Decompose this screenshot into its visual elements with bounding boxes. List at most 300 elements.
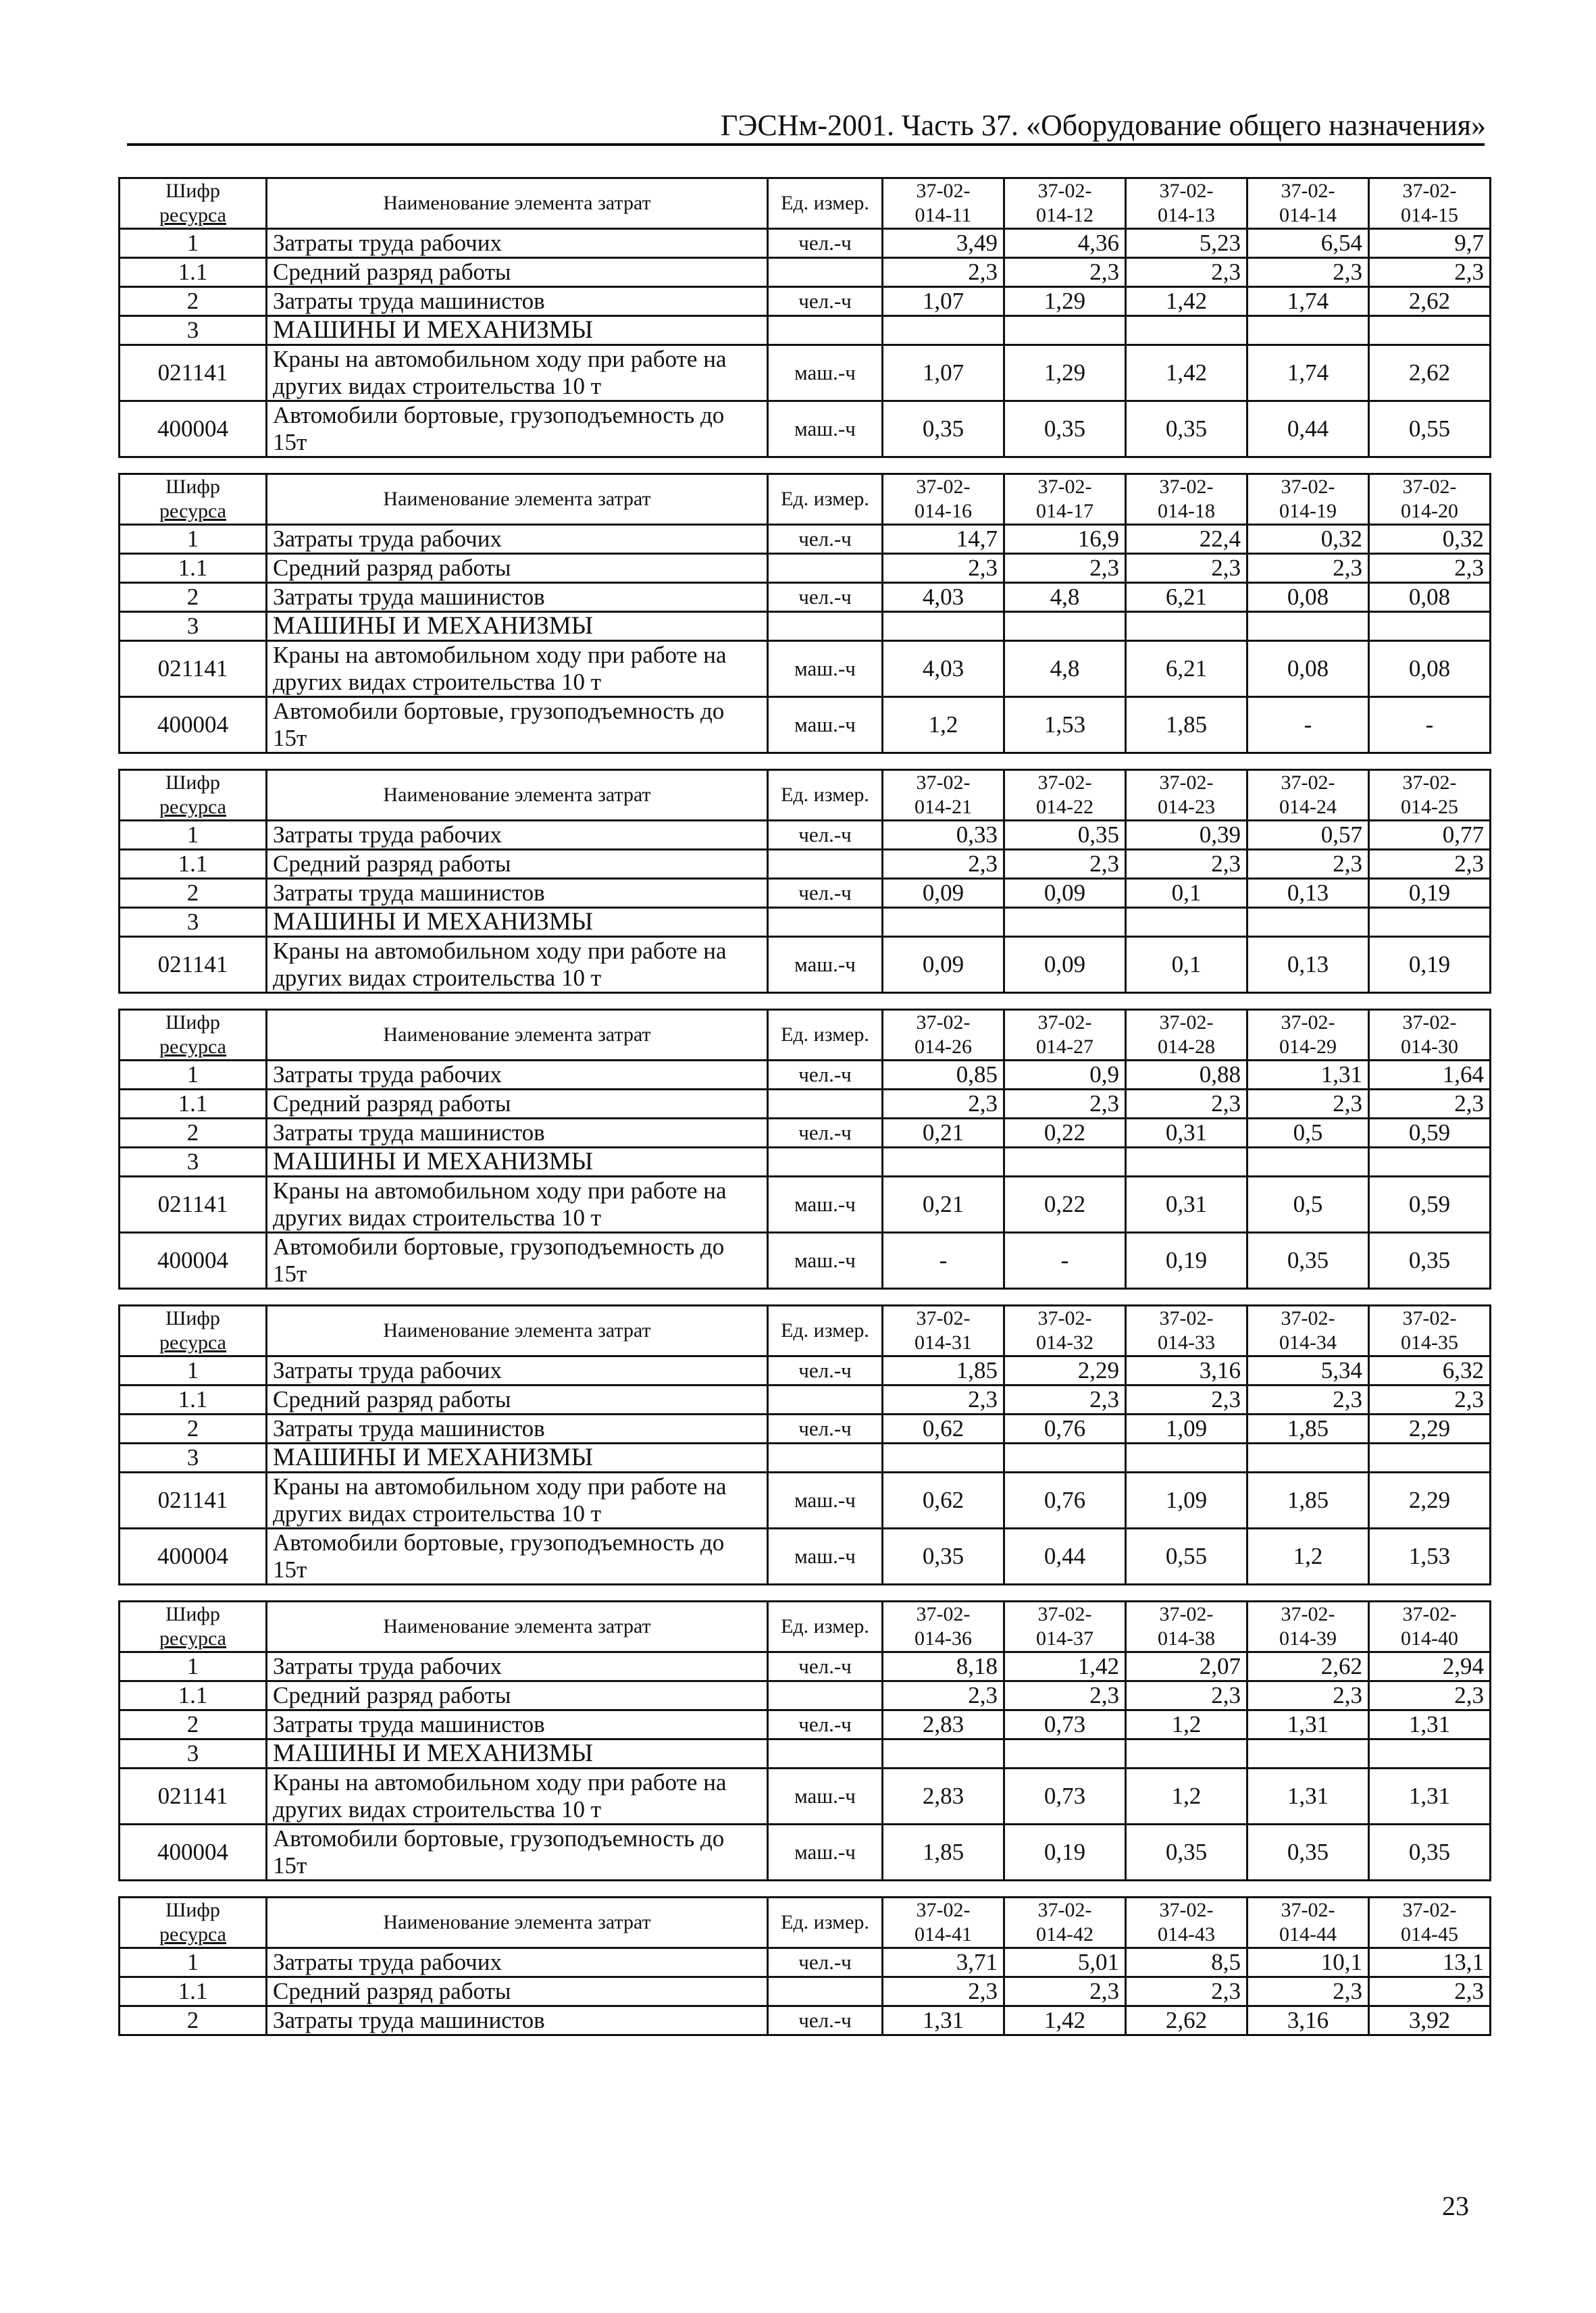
- norm-code-part1: 37-02-: [916, 771, 971, 794]
- value-cell: 2,3: [883, 554, 1004, 583]
- resource-code-cell: 021141: [120, 641, 267, 697]
- table-row: [120, 1386, 1491, 1415]
- norm-table: [118, 769, 1491, 994]
- table-row: [120, 1529, 1491, 1585]
- norm-code-part2: 014-35: [1401, 1331, 1458, 1354]
- table-row: [120, 1710, 1491, 1739]
- norm-code-part2: 014-33: [1158, 1331, 1215, 1354]
- resource-code-cell: 021141: [120, 1769, 267, 1825]
- norm-code-part1: 37-02-: [916, 1899, 971, 1921]
- cost-element-name-cell: Затраты труда рабочих: [267, 1652, 768, 1681]
- cost-element-name-cell: Средний разряд работы: [267, 258, 768, 287]
- norm-code-part2: 014-25: [1401, 796, 1458, 818]
- unit-cell: маш.-ч: [768, 345, 883, 401]
- unit-cell: маш.-ч: [768, 1177, 883, 1233]
- value-cell: [1126, 1739, 1247, 1769]
- value-cell: 16,9: [1004, 525, 1126, 554]
- norm-code-part1: 37-02-: [1402, 1011, 1457, 1034]
- value-cell: 0,13: [1247, 937, 1369, 993]
- cost-element-name-cell: Затраты труда машинистов: [267, 1710, 768, 1739]
- value-cell: 2,3: [1126, 1090, 1247, 1119]
- column-header-norm: [1004, 474, 1126, 525]
- value-cell: 0,19: [1369, 879, 1491, 908]
- unit-cell: маш.-ч: [768, 1825, 883, 1881]
- cost-element-name-cell: Краны на автомобильном ходу при работе на других видах строительства 10 т: [267, 937, 768, 993]
- table-row: [120, 1090, 1491, 1119]
- norm-code-part2: 014-30: [1401, 1036, 1458, 1058]
- norm-code-part1: 37-02-: [1281, 180, 1335, 202]
- norm-table: [118, 177, 1491, 458]
- value-cell: 10,1: [1247, 1948, 1369, 1977]
- value-cell: [883, 1148, 1004, 1177]
- resource-code-cell: 400004: [120, 1529, 267, 1585]
- value-cell: 1,07: [883, 287, 1004, 316]
- resource-code-cell: 1: [120, 229, 267, 258]
- norm-table: [118, 1009, 1491, 1290]
- unit-cell: чел.-ч: [768, 583, 883, 612]
- norm-code-part2: 014-26: [915, 1036, 972, 1058]
- value-cell: 0,35: [1004, 821, 1126, 850]
- value-cell: 2,3: [1126, 1681, 1247, 1710]
- value-cell: 0,13: [1247, 879, 1369, 908]
- norm-code-part1: 37-02-: [1402, 771, 1457, 794]
- value-cell: 0,35: [1247, 1233, 1369, 1289]
- table-row: [120, 697, 1491, 753]
- value-cell: 2,3: [1369, 1681, 1491, 1710]
- value-cell: 3,71: [883, 1948, 1004, 1977]
- table-header-row: [120, 178, 1491, 229]
- norm-code-part2: 014-16: [915, 500, 972, 522]
- value-cell: 2,3: [1126, 554, 1247, 583]
- norm-code-part2: 014-41: [915, 1923, 972, 1946]
- norm-code-part1: 37-02-: [1281, 1899, 1335, 1921]
- value-cell: 1,85: [883, 1356, 1004, 1386]
- resource-code-cell: 1: [120, 1652, 267, 1681]
- resource-code-cell: 400004: [120, 1233, 267, 1289]
- column-header-norm: [883, 1602, 1004, 1652]
- value-cell: 0,31: [1126, 1119, 1247, 1148]
- norm-code-part2: 014-21: [915, 796, 972, 818]
- value-cell: 0,09: [883, 879, 1004, 908]
- norm-table: [118, 1600, 1491, 1881]
- value-cell: 2,3: [1004, 1090, 1126, 1119]
- norm-code-part2: 014-29: [1279, 1036, 1337, 1058]
- column-header-norm: [1126, 1306, 1247, 1356]
- column-header-norm: [1126, 474, 1247, 525]
- resource-code-cell: 2: [120, 2006, 267, 2035]
- value-cell: [1126, 612, 1247, 641]
- value-cell: [883, 612, 1004, 641]
- norm-code-part1: 37-02-: [916, 476, 971, 498]
- column-header-norm: [1369, 1602, 1491, 1652]
- unit-cell: чел.-ч: [768, 1710, 883, 1739]
- resource-code-cell: 021141: [120, 345, 267, 401]
- table-row: [120, 1825, 1491, 1881]
- value-cell: 0,31: [1126, 1177, 1247, 1233]
- code-header-line1: Шифр: [165, 1307, 220, 1329]
- norm-code-part1: 37-02-: [1402, 1307, 1457, 1329]
- resource-code-cell: 021141: [120, 1473, 267, 1529]
- page-header-title: ГЭСНм-2001. Часть 37. «Оборудование общего назначения»: [720, 109, 1486, 142]
- column-header-unit: Ед. измер.: [768, 770, 883, 821]
- column-header-norm: [1247, 1898, 1369, 1948]
- cost-element-name-cell: МАШИНЫ И МЕХАНИЗМЫ: [267, 1148, 768, 1177]
- header-rule: [127, 143, 1485, 146]
- cost-element-name-cell: Автомобили бортовые, грузоподъемность до 15т: [267, 1825, 768, 1881]
- column-header-norm: [1247, 178, 1369, 229]
- code-header-line2: ресурса: [159, 796, 226, 818]
- value-cell: 2,3: [1247, 850, 1369, 879]
- table-row: [120, 821, 1491, 850]
- norm-code-part1: 37-02-: [1281, 1603, 1335, 1625]
- value-cell: 2,3: [1369, 554, 1491, 583]
- column-header-norm: [1247, 1602, 1369, 1652]
- resource-code-cell: 3: [120, 316, 267, 345]
- table-row: [120, 1739, 1491, 1769]
- value-cell: 0,73: [1004, 1769, 1126, 1825]
- value-cell: 1,85: [1126, 697, 1247, 753]
- value-cell: 4,03: [883, 641, 1004, 697]
- unit-cell: чел.-ч: [768, 879, 883, 908]
- cost-element-name-cell: Автомобили бортовые, грузоподъемность до 15т: [267, 401, 768, 457]
- unit-cell: чел.-ч: [768, 525, 883, 554]
- resource-code-cell: 1: [120, 525, 267, 554]
- value-cell: 1,2: [883, 697, 1004, 753]
- value-cell: 0,77: [1369, 821, 1491, 850]
- value-cell: [883, 316, 1004, 345]
- unit-cell: чел.-ч: [768, 287, 883, 316]
- value-cell: 2,3: [1004, 1977, 1126, 2006]
- value-cell: 0,33: [883, 821, 1004, 850]
- value-cell: 0,09: [1004, 937, 1126, 993]
- code-header-line2: ресурса: [159, 500, 226, 522]
- value-cell: 2,3: [883, 258, 1004, 287]
- column-header-norm: [1369, 1010, 1491, 1061]
- column-header-code: [120, 770, 267, 821]
- value-cell: 6,21: [1126, 641, 1247, 697]
- value-cell: 0,35: [1004, 401, 1126, 457]
- value-cell: 0,08: [1247, 583, 1369, 612]
- cost-element-name-cell: Краны на автомобильном ходу при работе на других видах строительства 10 т: [267, 1769, 768, 1825]
- value-cell: 2,62: [1369, 345, 1491, 401]
- cost-element-name-cell: МАШИНЫ И МЕХАНИЗМЫ: [267, 1444, 768, 1473]
- norm-code-part2: 014-43: [1158, 1923, 1215, 1946]
- cost-element-name-cell: МАШИНЫ И МЕХАНИЗМЫ: [267, 612, 768, 641]
- column-header-norm: [1369, 474, 1491, 525]
- value-cell: 2,07: [1126, 1652, 1247, 1681]
- value-cell: 0,22: [1004, 1177, 1126, 1233]
- value-cell: [1369, 316, 1491, 345]
- value-cell: [1004, 908, 1126, 937]
- column-header-code: [120, 1306, 267, 1356]
- value-cell: 0,1: [1126, 937, 1247, 993]
- value-cell: [1004, 612, 1126, 641]
- norm-code-part1: 37-02-: [1159, 1899, 1214, 1921]
- table-row: [120, 2006, 1491, 2035]
- table-row: [120, 1177, 1491, 1233]
- value-cell: 1,31: [1247, 1769, 1369, 1825]
- cost-element-name-cell: Затраты труда машинистов: [267, 287, 768, 316]
- norm-code-part1: 37-02-: [1281, 1307, 1335, 1329]
- value-cell: 0,22: [1004, 1119, 1126, 1148]
- norm-code-part2: 014-36: [915, 1627, 972, 1650]
- column-header-norm: [1369, 770, 1491, 821]
- unit-cell: чел.-ч: [768, 2006, 883, 2035]
- value-cell: 8,18: [883, 1652, 1004, 1681]
- column-header-norm: [883, 1010, 1004, 1061]
- resource-code-cell: 1: [120, 1061, 267, 1090]
- value-cell: 2,3: [1247, 258, 1369, 287]
- value-cell: 0,08: [1369, 641, 1491, 697]
- value-cell: 2,3: [1126, 1977, 1247, 2006]
- value-cell: 2,3: [1369, 1386, 1491, 1415]
- column-header-norm: [883, 178, 1004, 229]
- column-header-code: [120, 1602, 267, 1652]
- value-cell: 0,44: [1004, 1529, 1126, 1585]
- norm-code-part2: 014-44: [1279, 1923, 1337, 1946]
- table-row: [120, 1061, 1491, 1090]
- cost-element-name-cell: Затраты труда машинистов: [267, 879, 768, 908]
- table-header-row: [120, 1602, 1491, 1652]
- resource-code-cell: 021141: [120, 937, 267, 993]
- unit-cell: маш.-ч: [768, 1233, 883, 1289]
- table-row: [120, 287, 1491, 316]
- norm-code-part2: 014-20: [1401, 500, 1458, 522]
- value-cell: 0,35: [1369, 1233, 1491, 1289]
- norm-code-part2: 014-13: [1158, 204, 1215, 226]
- value-cell: 4,03: [883, 583, 1004, 612]
- unit-cell: [768, 1148, 883, 1177]
- value-cell: 3,49: [883, 229, 1004, 258]
- resource-code-cell: 1: [120, 1356, 267, 1386]
- value-cell: 3,16: [1247, 2006, 1369, 2035]
- resource-code-cell: 1.1: [120, 258, 267, 287]
- unit-cell: чел.-ч: [768, 821, 883, 850]
- resource-code-cell: 1.1: [120, 1386, 267, 1415]
- value-cell: 2,3: [1247, 1386, 1369, 1415]
- value-cell: 1,42: [1126, 287, 1247, 316]
- value-cell: 2,3: [1369, 850, 1491, 879]
- value-cell: 4,8: [1004, 583, 1126, 612]
- cost-element-name-cell: Средний разряд работы: [267, 1681, 768, 1710]
- unit-cell: чел.-ч: [768, 1061, 883, 1090]
- norm-code-part1: 37-02-: [916, 180, 971, 202]
- unit-cell: маш.-ч: [768, 937, 883, 993]
- value-cell: 1,85: [1247, 1473, 1369, 1529]
- norm-code-part1: 37-02-: [1402, 1603, 1457, 1625]
- value-cell: 1,53: [1004, 697, 1126, 753]
- norm-code-part1: 37-02-: [916, 1011, 971, 1034]
- column-header-norm: [1004, 1898, 1126, 1948]
- value-cell: 2,83: [883, 1769, 1004, 1825]
- code-header-line1: Шифр: [165, 476, 220, 498]
- value-cell: 1,74: [1247, 345, 1369, 401]
- norm-code-part1: 37-02-: [916, 1603, 971, 1625]
- table-row: [120, 1769, 1491, 1825]
- value-cell: 2,3: [883, 1090, 1004, 1119]
- value-cell: -: [1004, 1233, 1126, 1289]
- norm-code-part2: 014-39: [1279, 1627, 1337, 1650]
- value-cell: [1126, 1444, 1247, 1473]
- unit-cell: [768, 1977, 883, 2006]
- norm-code-part2: 014-15: [1401, 204, 1458, 226]
- cost-element-name-cell: Средний разряд работы: [267, 554, 768, 583]
- value-cell: 0,5: [1247, 1177, 1369, 1233]
- resource-code-cell: 2: [120, 1119, 267, 1148]
- cost-element-name-cell: Затраты труда рабочих: [267, 229, 768, 258]
- code-header-line1: Шифр: [165, 771, 220, 794]
- norm-code-part1: 37-02-: [1037, 1011, 1092, 1034]
- norm-code-part1: 37-02-: [1159, 476, 1214, 498]
- column-header-unit: Ед. измер.: [768, 474, 883, 525]
- norm-code-part2: 014-32: [1036, 1331, 1093, 1354]
- norm-code-part2: 014-42: [1036, 1923, 1093, 1946]
- norm-code-part1: 37-02-: [916, 1307, 971, 1329]
- column-header-code: [120, 1898, 267, 1948]
- norm-code-part2: 014-45: [1401, 1923, 1458, 1946]
- norm-code-part2: 014-31: [915, 1331, 972, 1354]
- table-header-row: [120, 1306, 1491, 1356]
- unit-cell: [768, 612, 883, 641]
- norm-code-part2: 014-27: [1036, 1036, 1093, 1058]
- table-row: [120, 908, 1491, 937]
- value-cell: 1,85: [883, 1825, 1004, 1881]
- unit-cell: маш.-ч: [768, 641, 883, 697]
- resource-code-cell: 3: [120, 1148, 267, 1177]
- column-header-norm: [1247, 770, 1369, 821]
- value-cell: 0,21: [883, 1119, 1004, 1148]
- resource-code-cell: 400004: [120, 401, 267, 457]
- cost-element-name-cell: МАШИНЫ И МЕХАНИЗМЫ: [267, 908, 768, 937]
- value-cell: 9,7: [1369, 229, 1491, 258]
- value-cell: 8,5: [1126, 1948, 1247, 1977]
- value-cell: 1,42: [1004, 1652, 1126, 1681]
- unit-cell: чел.-ч: [768, 1415, 883, 1444]
- value-cell: 1,29: [1004, 287, 1126, 316]
- value-cell: 0,19: [1369, 937, 1491, 993]
- value-cell: 1,2: [1126, 1769, 1247, 1825]
- value-cell: 2,62: [1247, 1652, 1369, 1681]
- value-cell: 5,34: [1247, 1356, 1369, 1386]
- column-header-name: Наименование элемента затрат: [267, 770, 768, 821]
- value-cell: [1247, 612, 1369, 641]
- table-header-row: [120, 474, 1491, 525]
- value-cell: 1,31: [1247, 1061, 1369, 1090]
- value-cell: 2,3: [1369, 1090, 1491, 1119]
- unit-cell: [768, 554, 883, 583]
- column-header-norm: [883, 1898, 1004, 1948]
- value-cell: 0,73: [1004, 1710, 1126, 1739]
- table-row: [120, 345, 1491, 401]
- value-cell: 2,29: [1369, 1415, 1491, 1444]
- value-cell: 2,3: [1004, 258, 1126, 287]
- resource-code-cell: 400004: [120, 697, 267, 753]
- norm-code-part2: 014-11: [915, 204, 972, 226]
- value-cell: 1,31: [883, 2006, 1004, 2035]
- code-header-line2: ресурса: [159, 1036, 226, 1058]
- cost-element-name-cell: Затраты труда рабочих: [267, 1356, 768, 1386]
- table-row: [120, 1233, 1491, 1289]
- norm-code-part1: 37-02-: [1037, 771, 1092, 794]
- value-cell: 0,32: [1247, 525, 1369, 554]
- cost-element-name-cell: Затраты труда рабочих: [267, 1061, 768, 1090]
- column-header-norm: [1247, 1306, 1369, 1356]
- value-cell: 0,55: [1369, 401, 1491, 457]
- table-row: [120, 525, 1491, 554]
- column-header-norm: [1369, 178, 1491, 229]
- table-row: [120, 937, 1491, 993]
- unit-cell: маш.-ч: [768, 1529, 883, 1585]
- norm-code-part1: 37-02-: [1402, 1899, 1457, 1921]
- resource-code-cell: 2: [120, 287, 267, 316]
- table-row: [120, 1415, 1491, 1444]
- cost-element-name-cell: Средний разряд работы: [267, 1090, 768, 1119]
- value-cell: 0,44: [1247, 401, 1369, 457]
- column-header-norm: [883, 474, 1004, 525]
- column-header-norm: [1004, 178, 1126, 229]
- cost-element-name-cell: Автомобили бортовые, грузоподъемность до 15т: [267, 1529, 768, 1585]
- resource-code-cell: 3: [120, 1739, 267, 1769]
- value-cell: 2,3: [883, 1386, 1004, 1415]
- cost-element-name-cell: Автомобили бортовые, грузоподъемность до 15т: [267, 1233, 768, 1289]
- unit-cell: [768, 1386, 883, 1415]
- norm-code-part2: 014-40: [1401, 1627, 1458, 1650]
- cost-element-name-cell: Затраты труда рабочих: [267, 821, 768, 850]
- value-cell: 2,3: [1126, 258, 1247, 287]
- norm-code-part2: 014-18: [1158, 500, 1215, 522]
- table-row: [120, 641, 1491, 697]
- value-cell: [1004, 316, 1126, 345]
- value-cell: 1,53: [1369, 1529, 1491, 1585]
- code-header-line1: Шифр: [165, 180, 220, 202]
- column-header-name: Наименование элемента затрат: [267, 1602, 768, 1652]
- code-header-line2: ресурса: [159, 1331, 226, 1354]
- table-row: [120, 1444, 1491, 1473]
- value-cell: 1,07: [883, 345, 1004, 401]
- norm-code-part2: 014-17: [1036, 500, 1093, 522]
- value-cell: 0,08: [1369, 583, 1491, 612]
- cost-element-name-cell: Краны на автомобильном ходу при работе на других видах строительства 10 т: [267, 641, 768, 697]
- value-cell: 2,3: [1369, 1977, 1491, 2006]
- unit-cell: [768, 1681, 883, 1710]
- value-cell: 2,3: [1247, 554, 1369, 583]
- value-cell: 0,35: [1369, 1825, 1491, 1881]
- value-cell: [1004, 1444, 1126, 1473]
- resource-code-cell: 021141: [120, 1177, 267, 1233]
- column-header-norm: [1369, 1898, 1491, 1948]
- value-cell: 0,88: [1126, 1061, 1247, 1090]
- resource-code-cell: 1.1: [120, 554, 267, 583]
- cost-element-name-cell: Затраты труда машинистов: [267, 1415, 768, 1444]
- resource-code-cell: 1: [120, 1948, 267, 1977]
- resource-code-cell: 3: [120, 612, 267, 641]
- table-row: [120, 316, 1491, 345]
- code-header-line1: Шифр: [165, 1603, 220, 1625]
- value-cell: 2,3: [1369, 258, 1491, 287]
- page-number: 23: [1442, 2191, 1469, 2221]
- cost-element-name-cell: МАШИНЫ И МЕХАНИЗМЫ: [267, 316, 768, 345]
- norm-code-part1: 37-02-: [1037, 1307, 1092, 1329]
- norm-code-part1: 37-02-: [1402, 476, 1457, 498]
- value-cell: 2,3: [883, 850, 1004, 879]
- value-cell: -: [1247, 697, 1369, 753]
- cost-element-name-cell: Краны на автомобильном ходу при работе на других видах строительства 10 т: [267, 1177, 768, 1233]
- value-cell: 1,31: [1369, 1710, 1491, 1739]
- value-cell: 5,23: [1126, 229, 1247, 258]
- value-cell: 2,3: [1126, 850, 1247, 879]
- value-cell: [883, 908, 1004, 937]
- value-cell: 0,76: [1004, 1473, 1126, 1529]
